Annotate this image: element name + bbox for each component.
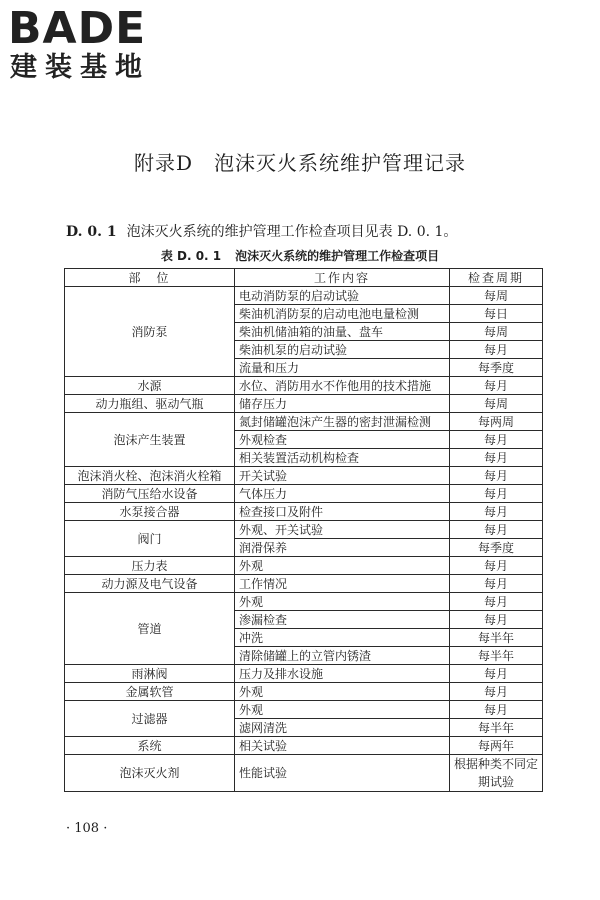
table-row bbox=[65, 557, 543, 575]
cell-content: 冲洗 bbox=[235, 629, 450, 647]
cell-content: 储存压力 bbox=[235, 395, 450, 413]
cell-period: 每半年 bbox=[450, 647, 543, 665]
cell-content: 柴油机消防泵的启动电池电量检测 bbox=[235, 305, 450, 323]
cell-part: 系统 bbox=[65, 737, 235, 755]
cell-part: 泡沫产生装置 bbox=[65, 413, 235, 467]
clause-paragraph bbox=[66, 221, 457, 241]
cell-period: 每月 bbox=[450, 503, 543, 521]
cell-content: 流量和压力 bbox=[235, 359, 450, 377]
table-row bbox=[65, 737, 543, 755]
cell-content: 外观 bbox=[235, 683, 450, 701]
cell-content: 相关试验 bbox=[235, 737, 450, 755]
cell-part: 水泵接合器 bbox=[65, 503, 235, 521]
cell-content: 柴油机储油箱的油量、盘车 bbox=[235, 323, 450, 341]
cell-period: 每两周 bbox=[450, 413, 543, 431]
cell-part: 消防气压给水设备 bbox=[65, 485, 235, 503]
cell-part: 动力瓶组、驱动气瓶 bbox=[65, 395, 235, 413]
cell-period: 每季度 bbox=[450, 359, 543, 377]
cell-part: 泡沫消火栓、泡沫消火栓箱 bbox=[65, 467, 235, 485]
cell-content: 工作情况 bbox=[235, 575, 450, 593]
table-row bbox=[65, 593, 543, 611]
cell-period: 每日 bbox=[450, 305, 543, 323]
cell-part: 阀门 bbox=[65, 521, 235, 557]
cell-period: 每月 bbox=[450, 449, 543, 467]
cell-period: 每月 bbox=[450, 521, 543, 539]
cell-period: 每月 bbox=[450, 485, 543, 503]
cell-content: 氮封储罐泡沫产生器的密封泄漏检测 bbox=[235, 413, 450, 431]
cell-part: 管道 bbox=[65, 593, 235, 665]
table-row bbox=[65, 377, 543, 395]
cell-period: 每周 bbox=[450, 323, 543, 341]
clause-text: 泡沫灭火系统的维护管理工作检查项目见表 D. 0. 1。 bbox=[126, 224, 458, 240]
cell-content: 电动消防泵的启动试验 bbox=[235, 287, 450, 305]
cell-content: 清除储罐上的立管内锈渣 bbox=[235, 647, 450, 665]
cell-period: 每月 bbox=[450, 575, 543, 593]
cell-content: 压力及排水设施 bbox=[235, 665, 450, 683]
cell-part: 过滤器 bbox=[65, 701, 235, 737]
header-content: 工作内容 bbox=[235, 269, 450, 287]
cell-content: 外观 bbox=[235, 557, 450, 575]
cell-period: 每两年 bbox=[450, 737, 543, 755]
table-row bbox=[65, 485, 543, 503]
table-row bbox=[65, 287, 543, 305]
table-header-row bbox=[65, 269, 543, 287]
table-body bbox=[65, 287, 543, 792]
cell-content: 滤网清洗 bbox=[235, 719, 450, 737]
page-number: · 108 · bbox=[66, 821, 108, 836]
cell-part: 泡沫灭火剂 bbox=[65, 755, 235, 792]
cell-period: 每周 bbox=[450, 287, 543, 305]
cell-period: 每月 bbox=[450, 431, 543, 449]
table-row bbox=[65, 413, 543, 431]
cell-part: 动力源及电气设备 bbox=[65, 575, 235, 593]
cell-period: 每月 bbox=[450, 683, 543, 701]
cell-content: 检查接口及附件 bbox=[235, 503, 450, 521]
table-row bbox=[65, 701, 543, 719]
cell-period: 每半年 bbox=[450, 629, 543, 647]
appendix-title: 附录D 泡沫灭火系统维护管理记录 bbox=[133, 151, 467, 175]
table-row bbox=[65, 755, 543, 792]
table-caption-text: 泡沫灭火系统的维护管理工作检查项目 bbox=[235, 249, 440, 263]
table-row bbox=[65, 575, 543, 593]
cell-content: 外观、开关试验 bbox=[235, 521, 450, 539]
cell-period: 每月 bbox=[450, 341, 543, 359]
cell-content: 润滑保养 bbox=[235, 539, 450, 557]
cell-period: 每周 bbox=[450, 395, 543, 413]
maintenance-table bbox=[64, 268, 543, 792]
cell-part: 金属软管 bbox=[65, 683, 235, 701]
logo-wordmark: BADE bbox=[8, 3, 147, 54]
table-caption-number: 表 D. 0. 1 bbox=[160, 249, 222, 263]
header-part: 部 位 bbox=[65, 269, 235, 287]
cell-period: 每季度 bbox=[450, 539, 543, 557]
header-period: 检查周期 bbox=[450, 269, 543, 287]
cell-period: 每月 bbox=[450, 611, 543, 629]
cell-content: 气体压力 bbox=[235, 485, 450, 503]
table-row bbox=[65, 521, 543, 539]
table-caption bbox=[0, 247, 600, 264]
table-row bbox=[65, 467, 543, 485]
cell-content: 水位、消防用水不作他用的技术措施 bbox=[235, 377, 450, 395]
cell-period: 每月 bbox=[450, 665, 543, 683]
cell-period: 每半年 bbox=[450, 719, 543, 737]
table-row bbox=[65, 665, 543, 683]
cell-period: 每月 bbox=[450, 701, 543, 719]
logo-subtitle: 建装基地 bbox=[10, 52, 150, 83]
cell-period: 每月 bbox=[450, 557, 543, 575]
cell-period: 根据种类不同定期试验 bbox=[450, 755, 543, 792]
cell-content: 性能试验 bbox=[235, 755, 450, 792]
cell-part: 水源 bbox=[65, 377, 235, 395]
cell-content: 相关装置活动机构检查 bbox=[235, 449, 450, 467]
table-row bbox=[65, 395, 543, 413]
cell-content: 外观检查 bbox=[235, 431, 450, 449]
cell-content: 渗漏检查 bbox=[235, 611, 450, 629]
table-row bbox=[65, 683, 543, 701]
cell-part: 雨淋阀 bbox=[65, 665, 235, 683]
cell-content: 开关试验 bbox=[235, 467, 450, 485]
brand-logo bbox=[8, 3, 150, 84]
cell-content: 柴油机泵的启动试验 bbox=[235, 341, 450, 359]
cell-part: 消防泵 bbox=[65, 287, 235, 377]
table-row bbox=[65, 503, 543, 521]
cell-content: 外观 bbox=[235, 701, 450, 719]
clause-number: D. 0. 1 bbox=[66, 224, 117, 240]
cell-content: 外观 bbox=[235, 593, 450, 611]
cell-part: 压力表 bbox=[65, 557, 235, 575]
cell-period: 每月 bbox=[450, 467, 543, 485]
cell-period: 每月 bbox=[450, 377, 543, 395]
cell-period: 每月 bbox=[450, 593, 543, 611]
